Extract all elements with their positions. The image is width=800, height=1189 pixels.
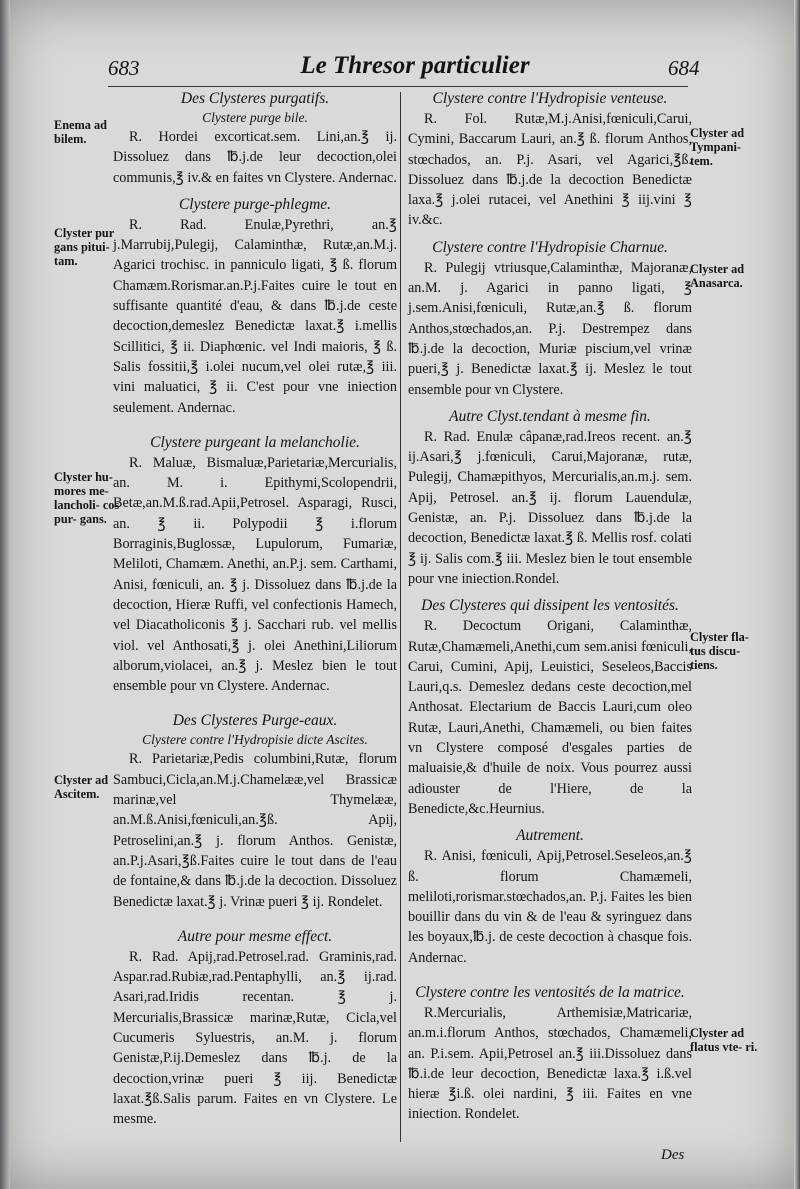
section-title: Des Clysteres qui dissipent les ventosités. <box>421 597 679 615</box>
recipe-title: Clystere purge-phlegme. <box>178 195 332 213</box>
recipe-block <box>408 406 692 589</box>
recipe-text: R. Rad. Enulæ câpanæ,rad.Ireos recent. an.℥ ij.Asari,℥ j.fœniculi, Carui,Majoranæ, rutæ, Pulegij, Chamæpithyos, Mercurialis,an.m.j. sem. Apij, Petrosel. an.℥ ij. florum Lauendulæ, Genistæ, an. P.j. Dissoluez dans ℔.j.de la decoction, Benedictæ laxat.℥ ß. Mellis rosf. colati ℥ ij. Salis com.℥ iii. Meslez bien le tout ensemble pour vne iniection.Rondel. <box>408 428 692 587</box>
recipe-title: Clystere purgeant la melancholie. <box>150 433 360 451</box>
recipe-text: R. Fol. Rutæ,M.j.Anisi,fœniculi,Carui, Cymini, Baccarum Lauri, an.℥ ß. florum Anthos, stœchados, an. P.j. Asari, vel Agarici,℥ß. Dissoluez dans ℔.j.de la decoction Benedictæ laxa.℥ j.olei rutacei, vel Anethini ℥ iij.vini ℥ iv.&c. <box>408 111 692 229</box>
left-column <box>113 88 397 1135</box>
recipe-block <box>113 88 397 188</box>
margin-note: Clyster ad Anasarca. <box>690 262 745 290</box>
recipe-text: R. Parietariæ,Pedis columbini,Rutæ, florum Sambuci,Cicla,an.M.j.Chamelææ,vel Brassicæ marinæ,vel Thymelææ, an.M.ß.Anisi,fœniculi,an.℥ß. Apij, Petroselini,an.℥ j. florum Anthos. Genistæ, an.P.j.Asari,℥ß.Faites cuire le tout dans de l'eau de fontaine,& dans ℔.j.de la decoction. Dissoluez Benedictæ laxat.℥ j. Vrinæ pueri ℥ ij. Rondelet. <box>113 751 397 910</box>
recipe-block <box>408 237 692 400</box>
recipe-block <box>113 926 397 1130</box>
recipe-block <box>408 825 692 968</box>
recipe-title: Clystere contre l'Hydropisie Charnue. <box>432 238 668 256</box>
recipe-block <box>113 710 397 911</box>
recipe-text: R. Decoctum Origani, Calaminthæ, Rutæ,Chamæmeli,Anethi,cum sem.anisi fœniculi, Carui, Cumini, Apij, Leuistici, Seseleos,Baccis Lauri,q.s. Demeslez dedans ceste decoction,mel Anthosat. Electarium de Baccis Lauri,cum oleo Rutæ, Lauri,Anethi, Chamæmeli, ou bien faites vn Clystere composé d'esgales parties de maluaisie,& d'huile de noix. Vous pourrez aussi adiouster de l'Hiere, de la Benedicte,&c.Heurnius. <box>408 618 692 817</box>
margin-note: Clyster ad flatus vte- ri. <box>690 1026 758 1054</box>
section-title: Des Clysteres Purge-eaux. <box>172 712 338 730</box>
recipe-text: R. Rad. Apij,rad.Petrosel.rad. Graminis,rad. Aspar.rad.Rubiæ,rad.Pentaphylli, an.℥ ij.rad. Asari,rad.Iridis recentan. ℥ j. Mercurialis,Brassicæ marinæ,Rutæ, Cicla,vel Cucumeris Syluestris, an.M. j. florum Genistæ,P.ij.Demeslez dans ℔.j. de la decoction,vrinæ pueri ℥ iij. Benedictæ laxat.℥ß.Salis parum. Faites en vn Clystere. Le mesme. <box>113 948 397 1128</box>
margin-note: Clyster ad Ascitem. <box>54 773 109 801</box>
right-page-number: 684 <box>668 56 700 80</box>
recipe-title: Autre Clyst.tendant à mesme fin. <box>449 407 651 425</box>
recipe-block <box>113 194 397 418</box>
recipe-title: Clystere contre l'Hydropisie dicte Ascites. <box>142 732 368 748</box>
recipe-text: R. Anisi, fœniculi, Apij,Petrosel.Seseleos,an.℥ ß. florum Chamæmeli, meliloti,rorismar.stœchados,an. P.j. Faites les bien bouillir dans du vin & de l'eau & syringuez dans les boyaux,℔.j. de ceste decoction à chasque fois. Andernac. <box>408 848 692 966</box>
recipe-block <box>408 982 692 1125</box>
recipe-title: Clystere contre l'Hydropisie venteuse. <box>432 90 668 107</box>
recipe-block <box>408 595 692 819</box>
recipe-text: R. Pulegij vtriusque,Calaminthæ, Majoranæ, an.M. j. Agarici in panno ligati, ℥ j.sem.Anisi,fœniculi, Rutæ,an.℥ ß. florum Anthos,stœchados,an. P.j. Destrempez dans ℔.j.de la decoction, Muriæ piscium,vel vrinæ pueri,℥ j. Benedictæ laxat.℥ ij. Meslez le tout ensemble pour vn Clystere. <box>408 259 692 398</box>
recipe-title: Clystere purge bile. <box>202 110 308 125</box>
recipe-block <box>408 88 692 231</box>
margin-note: Clyster ad Tympani- tem. <box>690 126 745 168</box>
catchword: Des <box>661 1147 685 1163</box>
section-title: Des Clysteres purgatifs. <box>180 90 330 107</box>
recipe-text: R. Maluæ, Bismaluæ,Parietariæ,Mercurialis, an. M. i. Epithymi,Scolopendrii, Betæ,an.M.ß.rad.Apii,Petrosel. Asparagi, Rusci, an. ℥ ii. Polypodii ℥ i.florum Borraginis,Buglossæ, Lupulorum, Fumariæ, Meliloti, Chamæm. Anethi, an.P.j. sem. Carthami, Anisi, fœniculi, an. ℥ j. Dissoluez dans ℔.j.de la decoction, Hieræ Ruffi, vel confectionis Hamech, vel Diacatholiconis ℥ j. Sacchari rub. vel mellis viol. vel Anthosati,℥ j. olei Anethini,Liliorum alborum,violacei, an.℥ j. Meslez bien le tout ensemble pour vn Clystere. Andernac. <box>113 454 397 695</box>
header-rule <box>108 86 688 87</box>
running-title: Le Thresor particulier <box>300 52 530 79</box>
recipe-title: Autrement. <box>516 827 584 845</box>
recipe-text: R. Rad. Enulæ,Pyrethri, an.℥ j.Marrubij,Pulegij, Calaminthæ, Rutæ,an.M.j. Agarici trochisc. in panniculo ligati, ℥ ß. florum Chamæm.Rorismar.an.P.j.Faites cuire le tout en suffisante quantité d'eau, & dans ℔.j.de ceste decoction,demeslez Benedictæ laxat.℥ i.mellis Scillitici, ℥ ii. Diaphœnic. vel Indi maioris, ℥ ß. Salis fossitii,℥ i.olei nucum,vel olei rutæ,℥ iii. vini maluatici, ℥ ii. C'est pour vne iniection seulement. Andernac. <box>113 216 397 416</box>
recipe-text: R.Mercurialis, Arthemisiæ,Matricariæ, an.m.i.florum Anthos, stœchados, Chamæmeli, an. P.i.sem. Apii,Petrosel an.℥ iii.Dissoluez dans ℔.i.de leur decoction, Benedictæ laxa.℥ i.ß.vel hieræ ℥i.ß. olei nardini, ℥ iii. Faites en vne iniection. Rondelet. <box>408 1004 692 1123</box>
margin-note: Enema ad bilem. <box>54 118 107 146</box>
column-divider <box>400 92 401 1142</box>
margin-note: Clyster hu- mores me- lancholi- cos pur- gans. <box>54 470 120 526</box>
recipe-title: Clystere contre les ventosités de la matrice. <box>415 983 685 1001</box>
recipe-text: R. Hordei excorticat.sem. Lini,an.℥ ij. Dissoluez dans ℔.j.de leur decoction,olei communis,℥ iv.& en faites vn Clystere. Andernac. <box>113 129 397 186</box>
recipe-title: Autre pour mesme effect. <box>177 927 333 945</box>
margin-note: Clyster fla- tus discu- tiens. <box>690 630 749 672</box>
margin-note: Clyster pur gans pitui- tam. <box>54 226 115 268</box>
recipe-block <box>113 432 397 697</box>
right-column <box>408 88 692 1131</box>
left-page-number: 683 <box>108 56 140 80</box>
